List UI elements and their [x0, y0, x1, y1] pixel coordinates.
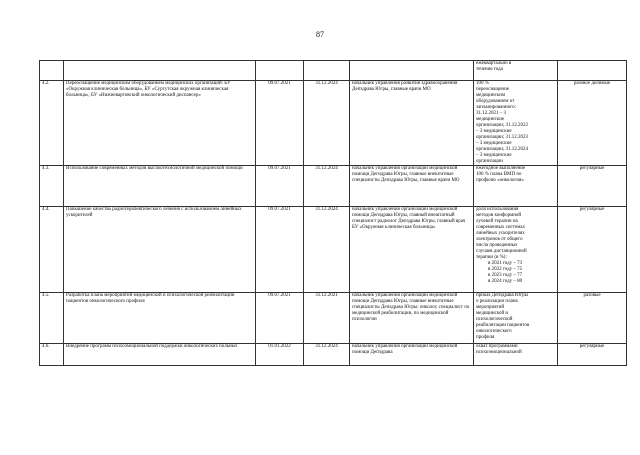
result-line: электронов от общего: [476, 237, 523, 242]
expected-result: [474, 166, 558, 207]
result-line: – 3 медицинские: [476, 153, 512, 158]
row-number: 4.5.: [40, 293, 64, 344]
result-line: медицинской и: [476, 311, 509, 316]
expected-result: [474, 61, 558, 81]
responsible-person: начальник управления организации медицинской помощи Депздрава Югры, главный внештатный специалист радиолог Депздрава Югры, главный врач БУ «Окружная клиническая больница»: [350, 207, 474, 293]
measure-title: Разработка плана мероприятий медицинской и психологической реабилитации пациентов онкологического профиля: [64, 293, 256, 344]
start-date: [256, 61, 304, 81]
result-line: организации; 31.12.2024: [476, 147, 528, 152]
result-line: современных системах: [476, 225, 526, 230]
result-line: числа проведенных: [476, 243, 518, 248]
start-date: 01.01.2022: [256, 344, 304, 366]
responsible-person: начальник управления организации медицинской помощи Депздрава Югры, главные внештатные специалисты Депздрава Югры, главные врачи МО: [350, 166, 474, 207]
result-line: доля использования: [476, 207, 519, 212]
measure-title: Повышение качества радиотерапевтического лечения с использованием линейных ускорителей: [64, 207, 256, 293]
result-line: ежеквартально в: [476, 61, 512, 66]
periodicity: регулярные: [558, 166, 627, 207]
row-number: [40, 61, 64, 81]
result-target-line: в 2022 году – 75: [488, 267, 523, 272]
result-line: ежегодное выполнение: [476, 166, 526, 171]
result-line: мероприятий: [476, 305, 505, 310]
result-line: о реализации плана: [476, 299, 518, 304]
row-number: 4.4.: [40, 207, 64, 293]
result-line: организации: [476, 159, 503, 164]
table-row: [40, 293, 627, 344]
periodicity: регулярные: [558, 207, 627, 293]
result-line: психологической: [476, 317, 513, 322]
result-line: организации; 31.12.2023: [476, 135, 528, 140]
periodicity: разовые: [558, 293, 627, 344]
result-line: 31.12.2021 – 3: [476, 111, 506, 116]
start-date: 09.07.2021: [256, 207, 304, 293]
end-date: 31.12.2021: [304, 293, 350, 344]
periodicity: [558, 61, 627, 81]
result-line: 100 % плана ВМП по: [476, 172, 522, 177]
start-date: 09.07.2021: [256, 293, 304, 344]
end-date: 31.12.2024: [304, 344, 350, 366]
result-line: приказ Депздрава Югры: [476, 293, 528, 298]
result-line: течение года: [476, 67, 503, 72]
result-line: профилю «онкология»: [476, 178, 524, 183]
action-plan-table: [39, 60, 627, 366]
result-line: реабилитации пациентов: [476, 323, 530, 328]
expected-result: [474, 207, 558, 293]
result-line: профиля: [476, 335, 495, 340]
result-line: терапии (в %):: [476, 255, 507, 260]
result-line: охват программами: [476, 344, 518, 349]
start-date: 09.07.2021: [256, 166, 304, 207]
result-line: психоэмоциональной: [476, 350, 522, 355]
result-line: оборудованием от: [476, 99, 515, 104]
result-line: медицинским: [476, 93, 506, 98]
start-date: 09.07.2021: [256, 81, 304, 166]
row-number: 4.6.: [40, 344, 64, 366]
result-line: случаев дистанционной: [476, 249, 527, 254]
result-target-line: в 2024 году – 80: [488, 279, 523, 284]
result-target-line: в 2021 году – 73: [488, 261, 523, 266]
measure-title: Переоснащение медицинским оборудованием медицинских организаций: БУ «Окружная клиническая больница», БУ «Сургутская окружная клиническая больница», БУ «Нижневартовский онкологический диспансер»: [64, 81, 256, 166]
result-line: – 3 медицинские: [476, 141, 512, 146]
table-row: [40, 344, 627, 366]
table-row: [40, 207, 627, 293]
result-target-line: в 2023 году – 77: [488, 273, 523, 278]
end-date: 31.12.2024: [304, 207, 350, 293]
end-date: 31.12.2024: [304, 81, 350, 166]
table-row: [40, 166, 627, 207]
table-body: [40, 61, 627, 366]
responsible-person: [350, 61, 474, 81]
result-line: – 3 медицинские: [476, 129, 512, 134]
row-number: 4.2.: [40, 81, 64, 166]
responsible-person: начальник управления развития здравоохранения Депздрава Югры, главные врачи МО: [350, 81, 474, 166]
result-line: медицинские: [476, 117, 505, 122]
result-line: лучевой терапии на: [476, 219, 518, 224]
page-number: 87: [316, 30, 324, 39]
periodicity: регулярные: [558, 344, 627, 366]
table-row: [40, 61, 627, 81]
result-line: онкологического: [476, 329, 512, 334]
expected-result: [474, 344, 558, 366]
responsible-person: начальник управления организации медицинской помощи Депздрава Югры, главные внештатные специалисты Депздрава Югры: онколог, специалист по медицинской реабилитации, по медицинской психологии: [350, 293, 474, 344]
result-line: организации; 31.12.2022: [476, 123, 528, 128]
expected-result: [474, 293, 558, 344]
result-line: методов конформной: [476, 213, 522, 218]
expected-result: [474, 81, 558, 166]
result-line: переоснащение: [476, 87, 509, 92]
row-number: 4.3.: [40, 166, 64, 207]
result-line: запланированного:: [476, 105, 517, 110]
measure-title: [64, 61, 256, 81]
responsible-person: начальник управления организации медицинской помощи Депздрава: [350, 344, 474, 366]
periodicity: разовое делимые: [558, 81, 627, 166]
result-line: 100 %: [476, 81, 489, 86]
measure-title: Внедрение программ психоэмоциональной поддержки онкологических больных: [64, 344, 256, 366]
end-date: [304, 61, 350, 81]
measure-title: Использование современных методов высокотехнологичной медицинской помощи: [64, 166, 256, 207]
result-line: линейных ускорителях: [476, 231, 525, 236]
table-row: [40, 81, 627, 166]
end-date: 31.12.2024: [304, 166, 350, 207]
